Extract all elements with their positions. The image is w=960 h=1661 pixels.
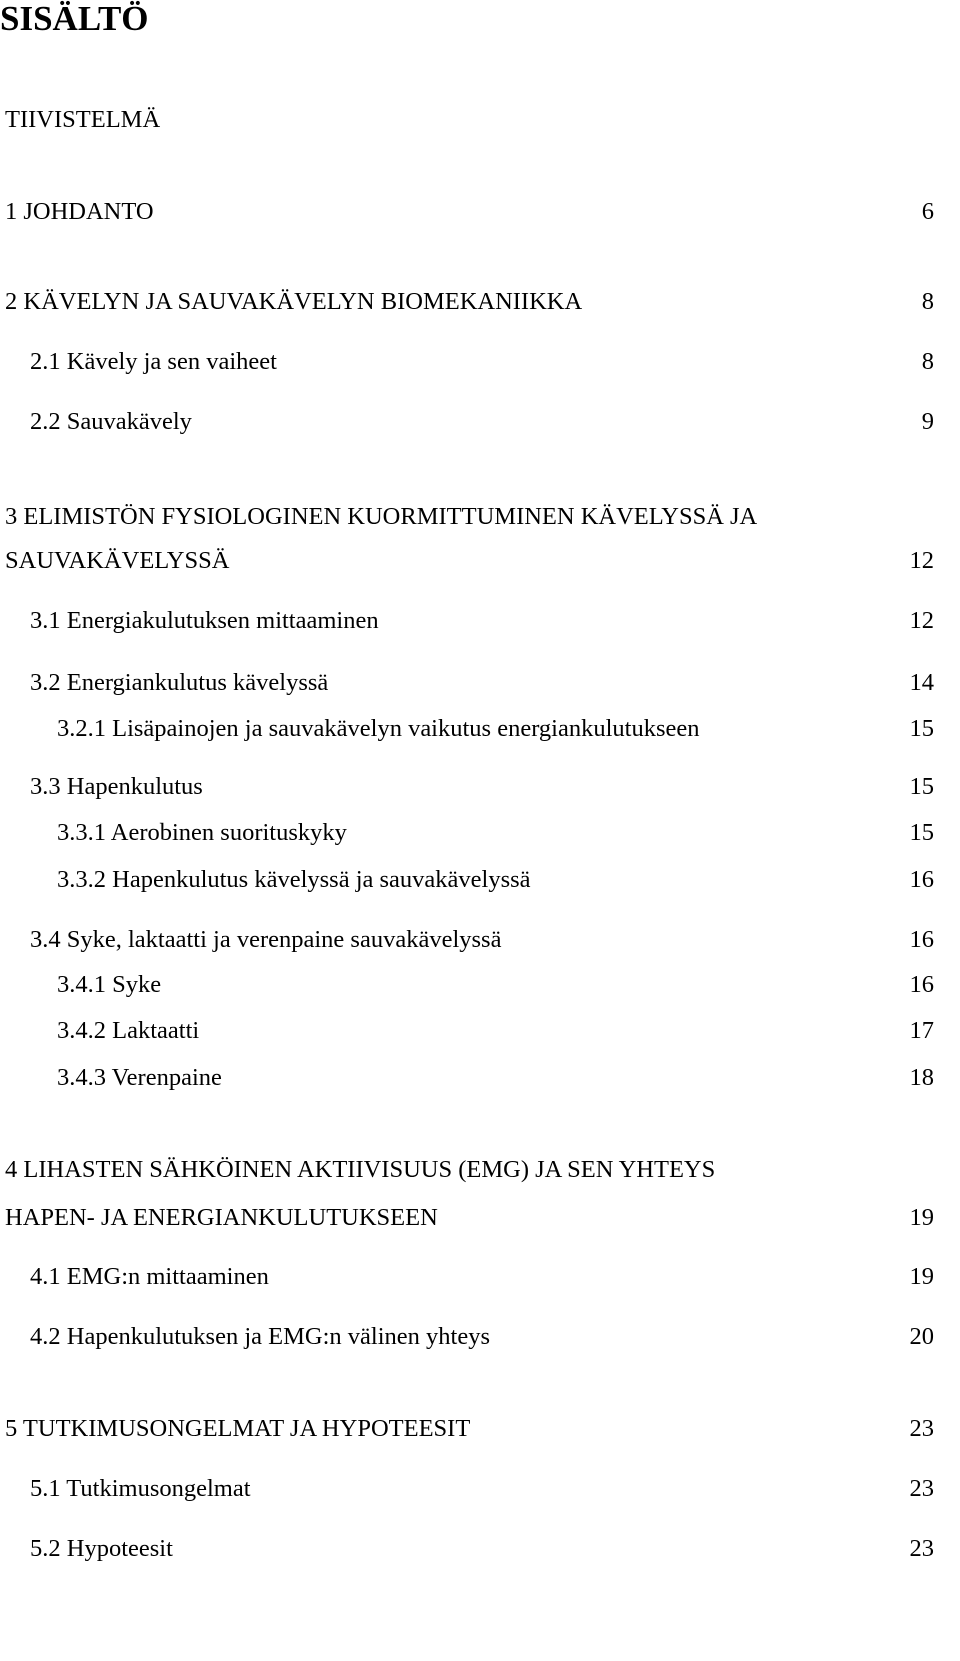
toc-entry-page-number: 19 (909, 1204, 934, 1231)
toc-entry-title: 3.4.1 Syke (57, 971, 162, 998)
toc-entry-title: 5 TUTKIMUSONGELMAT JA HYPOTEESIT (5, 1415, 471, 1442)
toc-entry-page-number: 15 (909, 773, 934, 800)
toc-entry-title: 4.2 Hapenkulutuksen ja EMG:n välinen yhteys (30, 1323, 490, 1350)
toc-entry-title: 2 KÄVELYN JA SAUVAKÄVELYN BIOMEKANIIKKA (5, 288, 583, 315)
toc-entry-title: 3.2 Energiankulutus kävelyssä (30, 669, 329, 696)
toc-entry-page-number: 8 (921, 288, 934, 315)
toc-entry-title: 5.1 Tutkimusongelmat (30, 1475, 251, 1502)
toc-entry-page-number: 12 (909, 607, 934, 634)
toc-entry-page-number: 16 (909, 926, 934, 953)
toc-entry-title: 3.3.1 Aerobinen suorituskyky (57, 819, 347, 846)
toc-entry-title: 4.1 EMG:n mittaaminen (30, 1263, 269, 1290)
toc-entry-title: TIIVISTELMÄ (5, 106, 161, 133)
toc-entry-title: HAPEN- JA ENERGIANKULUTUKSEEN (5, 1204, 438, 1231)
toc-entry-page-number: 9 (921, 408, 934, 435)
toc-entry-title: 4 LIHASTEN SÄHKÖINEN AKTIIVISUUS (EMG) JA SEN YHTEYS (5, 1156, 716, 1183)
toc-entry-title: 3.4 Syke, laktaatti ja verenpaine sauvakävelyssä (30, 926, 502, 953)
toc-entry-page-number: 16 (909, 866, 934, 893)
toc-entry-page-number: 12 (909, 547, 934, 574)
toc-entry-title: 3.3.2 Hapenkulutus kävelyssä ja sauvakävelyssä (57, 866, 531, 893)
toc-entry-title: 3.4.2 Laktaatti (57, 1017, 200, 1044)
page-title: SISÄLTÖ (0, 0, 149, 38)
toc-entry-page-number: 23 (909, 1535, 934, 1562)
toc-entry-page-number: 18 (909, 1064, 934, 1091)
toc-entry-title: 3.1 Energiakulutuksen mittaaminen (30, 607, 379, 634)
toc-entry-page-number: 15 (909, 819, 934, 846)
toc-entry-page-number: 17 (909, 1017, 934, 1044)
toc-entry-title: 3.3 Hapenkulutus (30, 773, 203, 800)
toc-entry-title: 5.2 Hypoteesit (30, 1535, 173, 1562)
toc-entry-title: 3.2.1 Lisäpainojen ja sauvakävelyn vaikutus energiankulutukseen (57, 715, 700, 742)
toc-entry-title: 1 JOHDANTO (5, 198, 154, 225)
toc-entry-title: 3.4.3 Verenpaine (57, 1064, 222, 1091)
toc-entry-page-number: 6 (921, 198, 934, 225)
toc-entry-title: 2.2 Sauvakävely (30, 408, 192, 435)
toc-entry-page-number: 14 (909, 669, 934, 696)
toc-entry-title: SAUVAKÄVELYSSÄ (5, 547, 230, 574)
toc-entry-page-number: 8 (921, 348, 934, 375)
toc-entry-page-number: 20 (909, 1323, 934, 1350)
toc-entry-page-number: 15 (909, 715, 934, 742)
toc-entry-page-number: 19 (909, 1263, 934, 1290)
toc-entry-page-number: 23 (909, 1415, 934, 1442)
toc-entry-page-number: 16 (909, 971, 934, 998)
toc-entry-title: 3 ELIMISTÖN FYSIOLOGINEN KUORMITTUMINEN KÄVELYSSÄ JA (5, 503, 758, 530)
toc-entry-title: 2.1 Kävely ja sen vaiheet (30, 348, 277, 375)
toc-entry-page-number: 23 (909, 1475, 934, 1502)
